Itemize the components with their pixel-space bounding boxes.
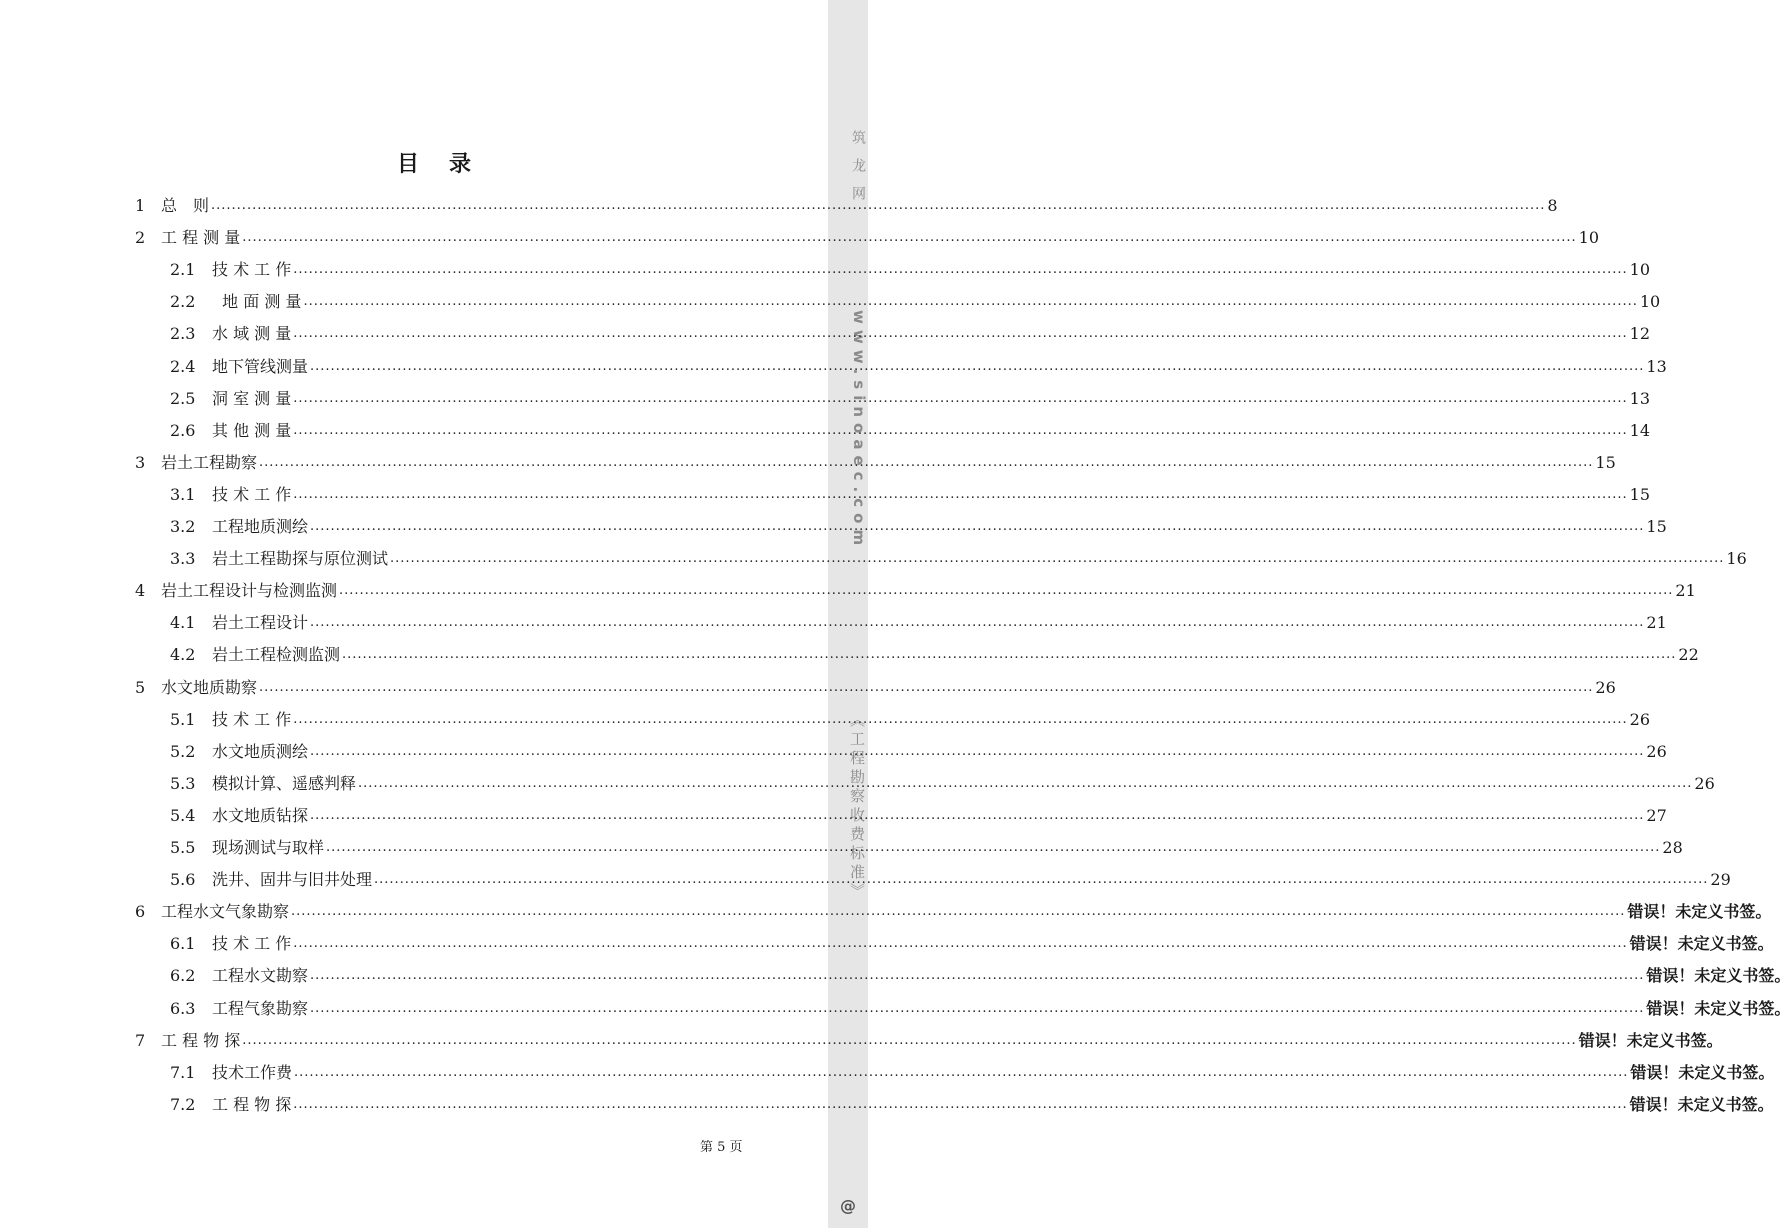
toc-dot-leader: ....................................................................................................................................................................................................................................................................	[294, 1065, 1629, 1080]
toc-dot-leader: ....................................................................................................................................................................................................................................................................	[310, 519, 1645, 534]
toc-entry-page: 10	[1639, 292, 1661, 311]
toc-entry-page: 15	[1646, 517, 1667, 536]
toc-entry-number: 2.4	[170, 357, 196, 376]
toc-entry[interactable]	[170, 1091, 1774, 1115]
toc-dot-leader: ....................................................................................................................................................................................................................................................................	[259, 455, 1594, 470]
toc-entry-title: 岩土工程勘探与原位测试	[212, 549, 389, 568]
toc-entry-title: 水文地质勘察	[161, 678, 258, 697]
toc-entry-number: 3.2	[170, 517, 196, 536]
toc-entry-page: 22	[1678, 645, 1699, 664]
toc-dot-leader: ....................................................................................................................................................................................................................................................................	[310, 968, 1645, 983]
toc-entry-number: 7.2	[170, 1095, 196, 1114]
toc-entry-page: 错误！未定义书签。	[1629, 1095, 1774, 1114]
sidebar-site-name: 筑龙网	[850, 130, 866, 214]
page-title: 目录	[396, 151, 501, 177]
toc-dot-leader: ....................................................................................................................................................................................................................................................................	[358, 776, 1693, 791]
toc-entry-page: 21	[1646, 613, 1667, 632]
toc-entry[interactable]	[170, 609, 1667, 633]
toc-entry-number: 5.3	[170, 774, 196, 793]
toc-entry-page: 26	[1694, 774, 1715, 793]
toc-dot-leader: ....................................................................................................................................................................................................................................................................	[293, 262, 1628, 277]
toc-entry[interactable]	[170, 545, 1747, 569]
toc-entry[interactable]	[135, 577, 1696, 601]
toc-entry-number: 5	[135, 678, 146, 697]
toc-entry-title: 模拟计算、遥感判释	[212, 774, 357, 793]
toc-entry-page: 13	[1646, 357, 1667, 376]
toc-entry-title: 工程水文勘察	[212, 966, 309, 985]
toc-entry-title: 水 域 测 量	[212, 324, 292, 343]
toc-dot-leader: ....................................................................................................................................................................................................................................................................	[303, 294, 1638, 309]
toc-entry-title: 洞 室 测 量	[212, 389, 292, 408]
toc-entry-number: 5.5	[170, 838, 196, 857]
toc-entry-number: 2.2	[170, 292, 196, 311]
toc-entry-number: 3.3	[170, 549, 196, 568]
toc-dot-leader: ....................................................................................................................................................................................................................................................................	[310, 808, 1645, 823]
toc-dot-leader: ....................................................................................................................................................................................................................................................................	[293, 712, 1628, 727]
toc-entry[interactable]	[135, 674, 1616, 698]
toc-entry-page: 错误！未定义书签。	[1630, 1063, 1775, 1082]
toc-entry-page: 15	[1629, 485, 1651, 504]
toc-entry-page: 错误！未定义书签。	[1629, 934, 1774, 953]
toc-entry[interactable]	[170, 706, 1651, 730]
toc-dot-leader: ....................................................................................................................................................................................................................................................................	[310, 615, 1645, 630]
toc-entry-title: 技 术 工 作	[212, 710, 292, 729]
toc-entry[interactable]	[170, 802, 1667, 826]
toc-dot-leader: ....................................................................................................................................................................................................................................................................	[326, 840, 1661, 855]
sidebar-url: www.sinoaec.com	[850, 310, 868, 552]
toc-dot-leader: ....................................................................................................................................................................................................................................................................	[242, 230, 1577, 245]
toc-dot-leader: ....................................................................................................................................................................................................................................................................	[310, 359, 1645, 374]
toc-entry[interactable]	[135, 1027, 1723, 1051]
toc-dot-leader: ....................................................................................................................................................................................................................................................................	[390, 551, 1725, 566]
page-number: 第 5 页	[700, 1140, 743, 1155]
toc-entry-title: 工 程 物 探	[212, 1095, 292, 1114]
toc-entry-number: 4	[135, 581, 146, 600]
toc-entry-title: 技 术 工 作	[212, 934, 292, 953]
sidebar-doc-title: 《工程勘察收费标准》	[848, 712, 866, 902]
toc-entry[interactable]	[135, 449, 1616, 473]
toc-entry-title: 技 术 工 作	[212, 260, 292, 279]
toc-entry-page: 27	[1646, 806, 1667, 825]
toc-entry-title: 其 他 测 量	[212, 421, 292, 440]
toc-entry-page: 错误！未定义书签。	[1578, 1031, 1723, 1050]
toc-entry[interactable]	[170, 641, 1699, 665]
toc-entry[interactable]	[170, 738, 1667, 762]
toc-entry-number: 6.1	[170, 934, 196, 953]
toc-entry-title: 洗井、固井与旧井处理	[212, 870, 373, 889]
toc-entry[interactable]	[170, 481, 1651, 505]
toc-dot-leader: ....................................................................................................................................................................................................................................................................	[293, 1097, 1628, 1112]
sidebar-bottom-mark: @	[840, 1196, 856, 1215]
toc-entry-title: 工程地质测绘	[212, 517, 309, 536]
toc-entry[interactable]	[170, 962, 1790, 986]
toc-entry-title: 水文地质测绘	[212, 742, 309, 761]
toc-entry-page: 10	[1578, 228, 1600, 247]
toc-entry[interactable]	[135, 224, 1600, 248]
toc-entry[interactable]	[135, 898, 1772, 922]
toc-entry-page: 26	[1646, 742, 1667, 761]
toc-entry[interactable]	[170, 930, 1774, 954]
toc-entry-title: 岩土工程设计与检测监测	[161, 581, 338, 600]
toc-entry[interactable]	[170, 995, 1790, 1019]
toc-entry-number: 7.1	[170, 1063, 196, 1082]
toc-entry-page: 16	[1726, 549, 1747, 568]
toc-entry-number: 2.6	[170, 421, 196, 440]
toc-entry-title: 工 程 物 探	[161, 1031, 241, 1050]
toc-dot-leader: ....................................................................................................................................................................................................................................................................	[293, 391, 1628, 406]
toc-entry-title: 工程水文气象勘察	[161, 902, 290, 921]
toc-entry-number: 5.4	[170, 806, 196, 825]
toc-entry-page: 错误！未定义书签。	[1646, 966, 1790, 985]
toc-entry-number: 6.2	[170, 966, 196, 985]
toc-entry-number: 6.3	[170, 999, 196, 1018]
toc-entry[interactable]	[170, 770, 1715, 794]
toc-entry-title: 技术工作费	[212, 1063, 293, 1082]
toc-entry-number: 2.5	[170, 389, 196, 408]
toc-entry-number: 5.2	[170, 742, 196, 761]
toc-entry-number: 4.1	[170, 613, 196, 632]
toc-dot-leader: ....................................................................................................................................................................................................................................................................	[310, 1001, 1645, 1016]
toc-entry-page: 26	[1629, 710, 1651, 729]
toc-entry-title: 地 面 测 量	[212, 292, 302, 311]
toc-entry-title: 现场测试与取样	[212, 838, 325, 857]
toc-entry-title: 技 术 工 作	[212, 485, 292, 504]
toc-entry[interactable]	[170, 417, 1651, 441]
toc-entry-number: 3	[135, 453, 146, 472]
toc-entry-title: 岩土工程设计	[212, 613, 309, 632]
toc-entry-number: 6	[135, 902, 146, 921]
toc-entry-page: 14	[1629, 421, 1651, 440]
toc-entry-title: 地下管线测量	[212, 357, 309, 376]
toc-entry-number: 4.2	[170, 645, 196, 664]
toc-entry[interactable]	[170, 320, 1651, 344]
toc-dot-leader: ....................................................................................................................................................................................................................................................................	[293, 326, 1628, 341]
toc-entry[interactable]	[170, 866, 1731, 890]
toc-entry[interactable]	[170, 353, 1667, 377]
toc-entry-page: 13	[1629, 389, 1651, 408]
toc-entry-title: 总 则	[161, 196, 210, 215]
toc-entry-page: 错误！未定义书签。	[1646, 999, 1790, 1018]
toc-entry-page: 8	[1547, 196, 1558, 215]
toc-dot-leader: ....................................................................................................................................................................................................................................................................	[242, 1033, 1577, 1048]
toc-entry-number: 5.6	[170, 870, 196, 889]
toc-entry-number: 1	[135, 196, 146, 215]
toc-entry[interactable]	[170, 1059, 1775, 1083]
toc-entry-number: 2.3	[170, 324, 196, 343]
toc-entry[interactable]	[135, 192, 1558, 216]
toc-entry-number: 5.1	[170, 710, 196, 729]
toc-entry-page: 10	[1629, 260, 1651, 279]
toc-entry-number: 3.1	[170, 485, 196, 504]
toc-dot-leader: ....................................................................................................................................................................................................................................................................	[310, 744, 1645, 759]
toc-entry[interactable]	[170, 288, 1661, 312]
toc-entry-page: 12	[1629, 324, 1651, 343]
toc-dot-leader: ....................................................................................................................................................................................................................................................................	[293, 423, 1628, 438]
toc-entry[interactable]	[170, 256, 1651, 280]
toc-entry-title: 岩土工程检测监测	[212, 645, 341, 664]
toc-entry-page: 29	[1710, 870, 1731, 889]
toc-dot-leader: ....................................................................................................................................................................................................................................................................	[259, 680, 1594, 695]
toc-dot-leader: ....................................................................................................................................................................................................................................................................	[339, 583, 1674, 598]
toc-dot-leader: ....................................................................................................................................................................................................................................................................	[293, 936, 1628, 951]
toc-entry-title: 工 程 测 量	[161, 228, 241, 247]
toc-entry-title: 工程气象勘察	[212, 999, 309, 1018]
toc-entry-page: 错误！未定义书签。	[1627, 902, 1772, 921]
toc-entry[interactable]	[170, 513, 1667, 537]
toc-entry-title: 岩土工程勘察	[161, 453, 258, 472]
toc-entry-number: 2	[135, 228, 146, 247]
toc-dot-leader: ....................................................................................................................................................................................................................................................................	[291, 904, 1626, 919]
toc-entry-page: 26	[1595, 678, 1616, 697]
toc-dot-leader: ....................................................................................................................................................................................................................................................................	[293, 487, 1628, 502]
toc-dot-leader: ....................................................................................................................................................................................................................................................................	[342, 647, 1677, 662]
toc-entry-page: 15	[1595, 453, 1616, 472]
toc-dot-leader: ....................................................................................................................................................................................................................................................................	[374, 872, 1709, 887]
toc-entry-number: 2.1	[170, 260, 196, 279]
toc-entry[interactable]	[170, 834, 1683, 858]
toc-entry-page: 21	[1675, 581, 1696, 600]
toc-entry-number: 7	[135, 1031, 146, 1050]
toc-entry-page: 28	[1662, 838, 1683, 857]
toc-entry[interactable]	[170, 385, 1651, 409]
toc-entry-title: 水文地质钻探	[212, 806, 309, 825]
toc-dot-leader: ....................................................................................................................................................................................................................................................................	[211, 198, 1546, 213]
